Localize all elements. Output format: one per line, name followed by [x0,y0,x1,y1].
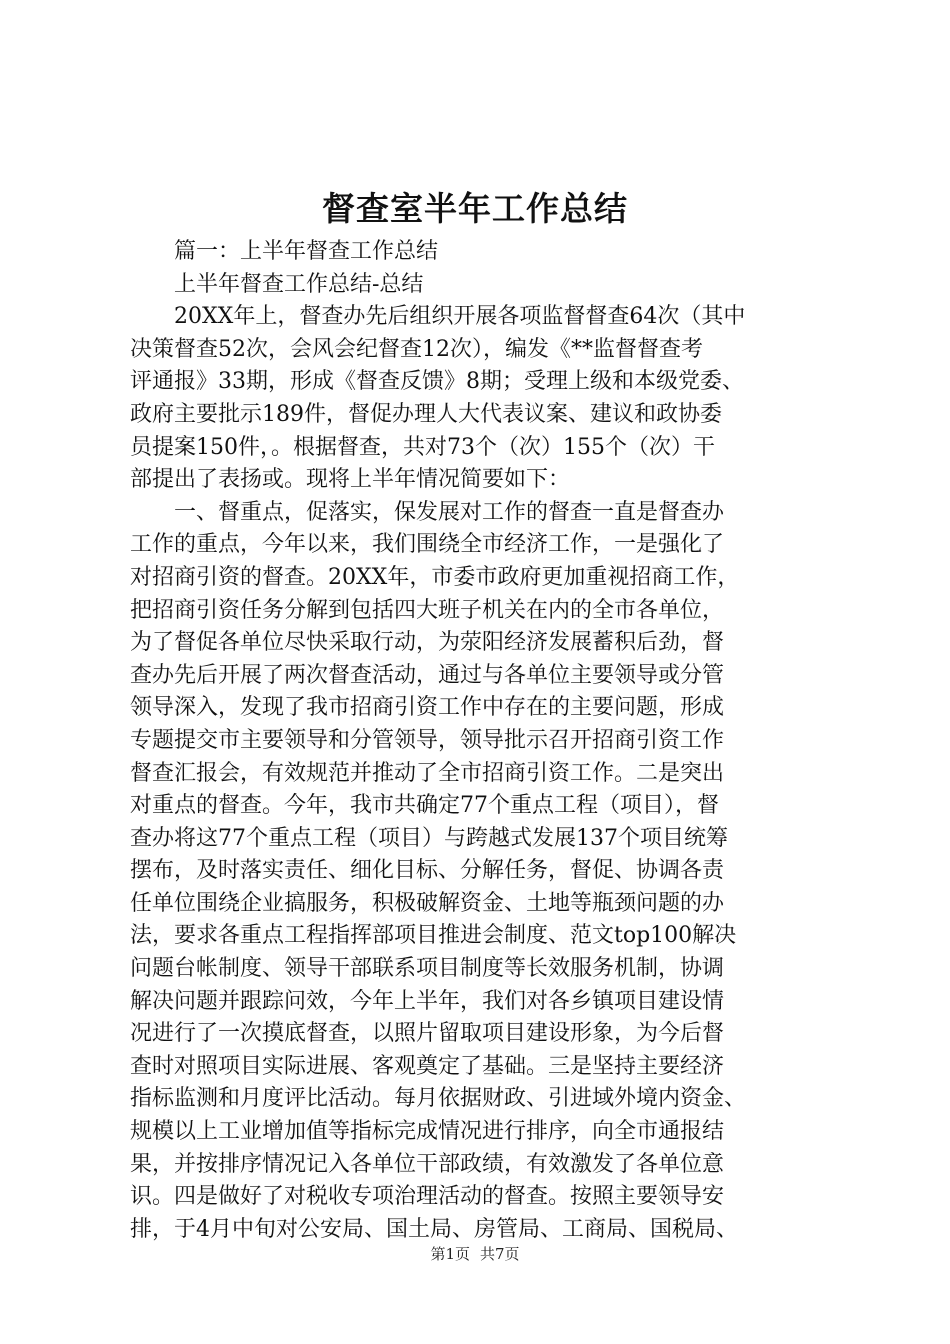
body-line: 把招商引资任务分解到包括四大班子机关在内的全市各单位， [130,597,725,623]
body-line: 对招商引资的督查。20XX年，市委市政府更加重视招商工作， [130,564,740,590]
body-line: 对重点的督查。今年，我市共确定77个重点工程（项目），督 [130,793,719,819]
body-line: 督查汇报会，有效规范并推动了全市招商引资工作。二是突出 [130,760,725,786]
body-line: 解决问题并跟踪问效，今年上半年，我们对各乡镇项目建设情 [130,988,725,1014]
section-subheading: 上半年督查工作总结-总结 [174,271,424,297]
page-total: 共7页 [480,1245,520,1263]
page-number: 第1页 [430,1245,470,1263]
body-line: 问题台帐制度、领导干部联系项目制度等长效服务机制，协调 [130,956,725,982]
body-line: 规模以上工业增加值等指标完成情况进行排序，向全市通报结 [130,1119,725,1145]
body-line: 排，于4月中旬对公安局、国土局、房管局、工商局、国税局、 [130,1216,738,1242]
body-line: 20XX年上，督查办先后组织开展各项监督督查64次（其中 [174,304,746,330]
page-footer [0,1244,950,1264]
section-heading: 篇一：上半年督查工作总结 [174,239,439,264]
body-line: 况进行了一次摸底督查，以照片留取项目建设形象，为今后督 [130,1021,725,1047]
body-line: 决策督查52次，会风会纪督查12次），编发《**监督督查考 [130,336,703,362]
body-line: 评通报》33期，形成《督查反馈》8期；受理上级和本级党委、 [130,369,744,395]
body-line: 为了督促各单位尽快采取行动，为荥阳经济发展蓄积后劲，督 [130,630,725,656]
body-line: 一、督重点，促落实，保发展对工作的督查一直是督查办 [174,499,725,525]
body-line: 员提案150件，。根据督查，共对73个（次）155个（次）干 [130,434,715,460]
body-line: 指标监测和月度评比活动。每月依据财政、引进域外境内资金、 [130,1086,747,1112]
body-line: 工作的重点，今年以来，我们围绕全市经济工作，一是强化了 [130,532,725,558]
body-line: 法，要求各重点工程指挥部项目推进会制度、范文top100解决 [130,923,737,949]
document-title: 督查室半年工作总结 [322,189,628,228]
body-line: 查时对照项目实际进展、客观奠定了基础。三是坚持主要经济 [130,1053,725,1079]
body-line: 领导深入，发现了我市招商引资工作中存在的主要问题，形成 [130,695,725,721]
body-line: 部提出了表扬或。现将上半年情况简要如下： [130,467,571,493]
body-line: 果，并按排序情况记入各单位干部政绩，有效激发了各单位意 [130,1151,725,1177]
body-line: 识。四是做好了对税收专项治理活动的督查。按照主要领导安 [130,1184,725,1210]
body-line: 查办将这77个重点工程（项目）与跨越式发展137个项目统筹 [130,825,728,851]
body-line: 摆布，及时落实责任、细化目标、分解任务，督促、协调各责 [130,858,725,884]
body-line: 任单位围绕企业搞服务，积极破解资金、土地等瓶颈问题的办 [130,890,725,916]
body-line: 查办先后开展了两次督查活动，通过与各单位主要领导或分管 [130,662,725,688]
body-line: 政府主要批示189件，督促办理人大代表议案、建议和政协委 [130,401,722,427]
document-body [130,236,828,1246]
body-line: 专题提交市主要领导和分管领导，领导批示召开招商引资工作 [130,727,725,753]
